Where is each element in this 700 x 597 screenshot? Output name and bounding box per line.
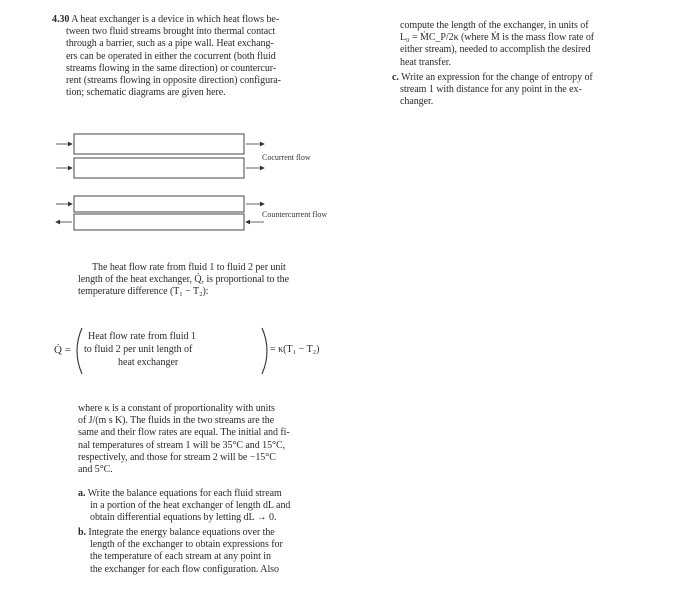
- cocurrent-pipe-top: [74, 134, 244, 154]
- part-a-marker: a.: [78, 488, 86, 499]
- conditions-line: nal temperatures of stream 1 will be 35°C and 15°C,: [78, 439, 286, 451]
- part-b-line: length of the exchanger to obtain expressions for: [90, 539, 283, 551]
- part-b-cont-line: heat transfer.: [400, 56, 451, 68]
- part-a: [78, 488, 368, 525]
- formula-lhs: Q̇ =: [54, 344, 71, 356]
- intro-line: A heat exchanger is a device in which heat flows be-: [71, 14, 280, 25]
- conditions-line: same and their flow rates are equal. The initial and fi-: [78, 427, 290, 439]
- conditions-line: of J/(m s K). The fluids in the two streams are the: [78, 415, 275, 427]
- heat-flow-line: length of the heat exchanger, Q̇, is proportional to the: [78, 274, 289, 286]
- problem-intro: [52, 14, 352, 99]
- conditions-line: where κ is a constant of proportionality with units: [78, 403, 275, 414]
- part-c-marker: c.: [392, 72, 399, 83]
- formula-box-line: to fluid 2 per unit length of: [84, 344, 193, 355]
- part-b-continued: [392, 20, 662, 69]
- countercurrent-pipe-top: [74, 196, 244, 212]
- countercurrent-label: Countercurrent flow: [262, 210, 328, 219]
- heat-flow-line: temperature difference (T₁ − T₂):: [78, 286, 209, 298]
- part-a-line: obtain differential equations by letting dL → 0.: [90, 512, 277, 524]
- part-b-cont-line: L₀ = ṀC_P/2κ (where Ṁ is the mass flow rate of: [400, 32, 595, 44]
- conditions-line: respectively, and those for stream 2 will be −15°C: [78, 451, 276, 463]
- part-b-cont-line: either stream), needed to accomplish the desired: [400, 44, 591, 56]
- problem-number: 4.30: [52, 14, 70, 25]
- heat-exchanger-schematic: [52, 128, 372, 238]
- intro-line: tion; schematic diagrams are given here.: [66, 87, 226, 99]
- part-c-line: changer.: [400, 96, 434, 108]
- part-b-marker: b.: [78, 527, 86, 538]
- heat-flow-line: The heat flow rate from fluid 1 to fluid 2 per unit: [92, 262, 286, 273]
- cocurrent-label: Cocurrent flow: [262, 153, 311, 162]
- part-b-line: the temperature of each stream at any point in: [90, 551, 271, 563]
- part-b: [78, 527, 368, 576]
- part-c: [392, 72, 662, 109]
- part-b-cont-line: compute the length of the exchanger, in units of: [400, 20, 589, 31]
- intro-line: rent (streams flowing in opposite direction) configura-: [66, 75, 281, 87]
- formula-box-line: heat exchanger: [118, 357, 179, 368]
- countercurrent-pipe-bottom: [74, 214, 244, 230]
- part-a-line: Write the balance equations for each fluid stream: [87, 488, 282, 499]
- countercurrent-diagram: [56, 196, 264, 230]
- cocurrent-diagram: [56, 134, 264, 178]
- intro-line: tween two fluid streams brought into thermal contact: [66, 26, 276, 38]
- heat-flow-paragraph: [78, 262, 368, 299]
- heat-flow-formula: [54, 326, 354, 376]
- conditions-paragraph: [78, 403, 368, 476]
- part-b-line: Integrate the energy balance equations over the: [88, 527, 275, 538]
- part-a-line: in a portion of the heat exchanger of length dL and: [90, 500, 291, 512]
- intro-line: streams flowing in the same direction) or countercur-: [66, 62, 277, 74]
- intro-line: ers can be operated in either the cocurrent (both fluid: [66, 50, 276, 62]
- part-c-line: stream 1 with distance for any point in the ex-: [400, 84, 582, 96]
- formula-rhs: = κ(T₁ − T₂): [270, 344, 320, 355]
- formula-box-line: Heat flow rate from fluid 1: [88, 331, 197, 342]
- part-b-line: the exchanger for each flow configuration. Also: [90, 563, 279, 575]
- conditions-line: and 5°C.: [78, 464, 113, 476]
- intro-line: through a barrier, such as a pipe wall. Heat exchang-: [66, 38, 274, 50]
- cocurrent-pipe-bottom: [74, 158, 244, 178]
- part-c-line: Write an expression for the change of entropy of: [401, 72, 593, 83]
